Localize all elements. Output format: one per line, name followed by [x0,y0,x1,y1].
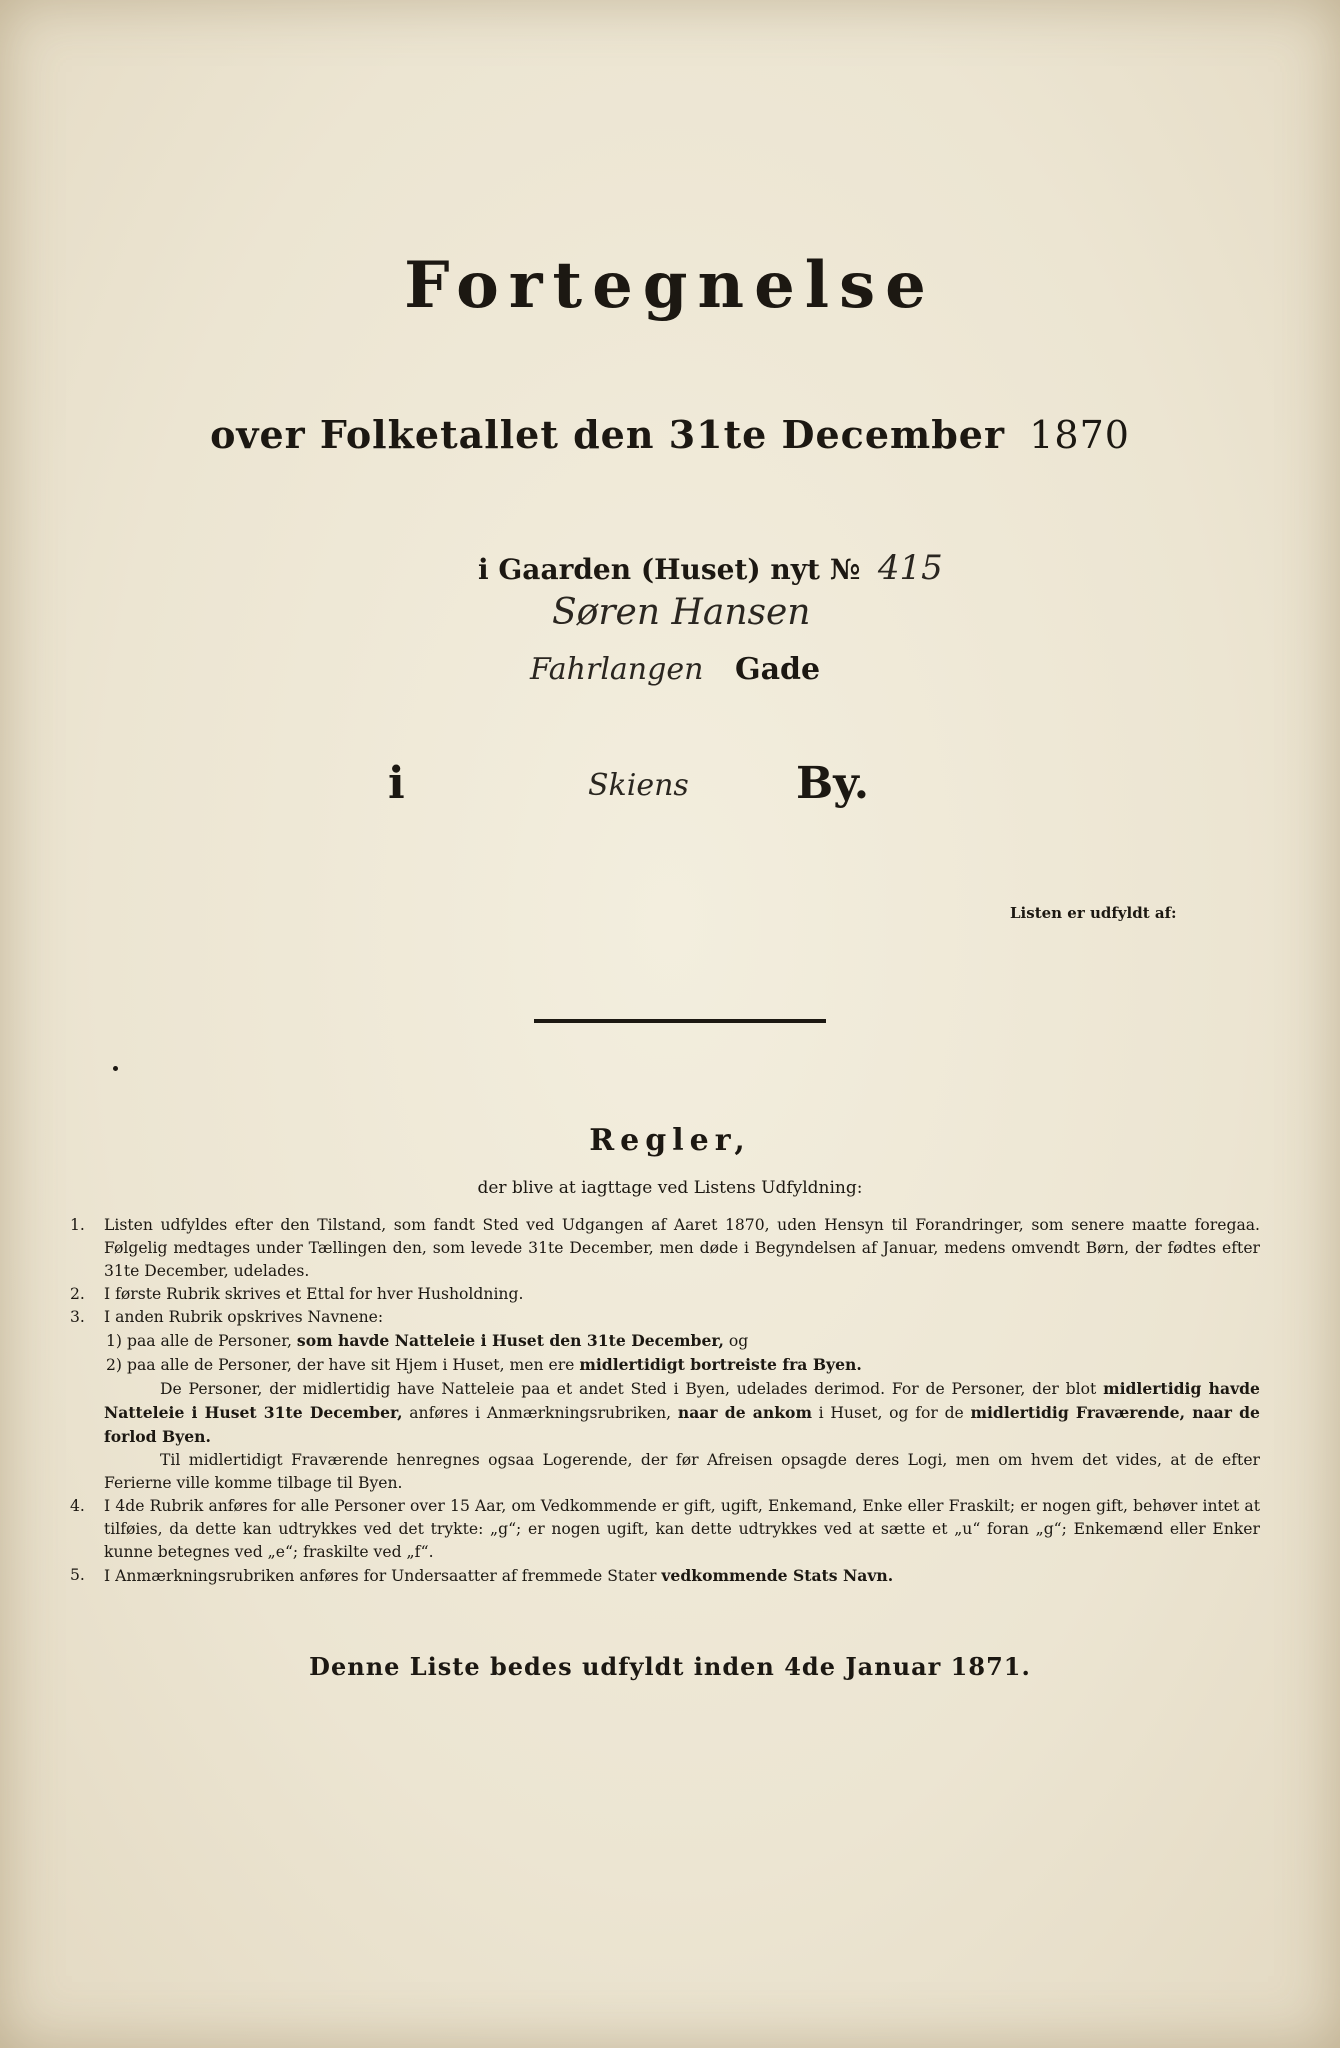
rule-3-paragraph-2: Til midlertidigt Fraværende henregnes ogsaa Logerende, der før Afreisen opsagde deres Logi, men om hvem det vides, at de efter Ferierne ville komme tilbage til Byen. [104,1451,1260,1492]
rule-text: anføres i Anmærkningsrubriken, [409,1404,672,1422]
city-prefix: i [388,758,405,809]
street-line [530,652,820,687]
house-number: 415 [877,548,943,588]
rule-3-paragraph-1 [70,1377,1260,1449]
rule-number: 5. [70,1566,85,1584]
rule-text: i Huset, og for de [818,1404,964,1422]
divider-rule [534,1019,826,1023]
rule-emphasis: midlertidigt bortreiste fra Byen. [579,1355,862,1374]
form-title: Fortegnelse [404,248,936,323]
rules-list [70,1214,1260,1588]
rule-text: og [728,1332,749,1350]
rule-text: Listen udfyldes efter den Tilstand, som fandt Sted ved Udgangen af Aaret 1870, uden Hensyn til Forandringer, som senere maatte foregaa. Følgelig medtages under Tællingen den, som levede 31te December, men døde i Begyndelsen af Januar, medens omvendt Børn, der fødtes efter 31te December, udelades. [104,1216,1260,1280]
rule-number: 1. [70,1216,85,1234]
rule-text: De Personer, der midlertidig have Natteleie paa et andet Sted i Byen, udelades derimod. For de Personer, der blot [160,1380,1097,1398]
rule-text: I 4de Rubrik anføres for alle Personer over 15 Aar, om Vedkommende er gift, ugift, Enkemand, Enke eller Fraskilt; er nogen gift, behøver intet at tilføies, da dette kan udtrykkes ved det trykte: „g“; er nogen ugift, kan dette udtrykkes ved at sætte et „u“ foran „g“; Enkemænd eller Enker kunne betegnes ved „e“; fraskilte ved „f“. [104,1497,1260,1561]
rule-number: 2. [70,1285,85,1303]
house-label: i Gaarden (Huset) nyt № [478,553,861,586]
city-name: Skiens [588,768,689,803]
house-line [478,548,943,588]
rule-emphasis: vedkommende Stats Navn. [661,1566,894,1585]
owner-name: Søren Hansen [552,592,811,633]
rule-emphasis: naar de ankom [677,1403,812,1422]
rules-intro: der blive at iagttage ved Listens Udfyldning: [477,1178,863,1198]
rule-number: 4. [70,1497,85,1515]
rule-5 [70,1564,1260,1588]
rule-3 [70,1306,1260,1329]
rule-1 [70,1214,1260,1283]
ink-dot [113,1066,118,1071]
subtitle-text: over Folketallet den 31te December [210,412,1005,457]
rule-text: I Anmærkningsrubriken anføres for Undersaatter af fremmede Stater [104,1567,657,1585]
rule-text: 2) paa alle de Personer, der have sit Hjem i Huset, men ere [106,1356,575,1374]
city-suffix: By. [796,758,870,809]
rule-text: I første Rubrik skrives et Ettal for hver Husholdning. [104,1285,524,1303]
street-name: Fahrlangen [530,652,704,687]
rule-emphasis: midlertidig havde Natteleie i Huset 31te December, [104,1379,1260,1422]
filled-by-label: Listen er udfyldt af: [1010,904,1177,922]
form-subtitle [0,412,1340,457]
rule-3-item-2 [70,1353,1260,1377]
rule-text: 1) paa alle de Personer, [106,1332,292,1350]
rules-heading: Regler, [589,1123,751,1158]
deadline-notice: Denne Liste bedes udfyldt inden 4de Januar 1871. [309,1652,1031,1681]
rule-emphasis: midlertidig Fraværende, naar de forlod Byen. [104,1403,1260,1446]
rule-text: I anden Rubrik opskrives Navnene: [104,1308,384,1326]
rule-4 [70,1495,1260,1564]
street-suffix: Gade [734,652,821,687]
rule-2 [70,1283,1260,1306]
rule-3-item-1 [70,1329,1260,1353]
rule-emphasis: som havde Natteleie i Huset den 31te December, [296,1331,724,1350]
rule-number: 3. [70,1308,85,1326]
census-year: 1870 [1029,413,1130,457]
